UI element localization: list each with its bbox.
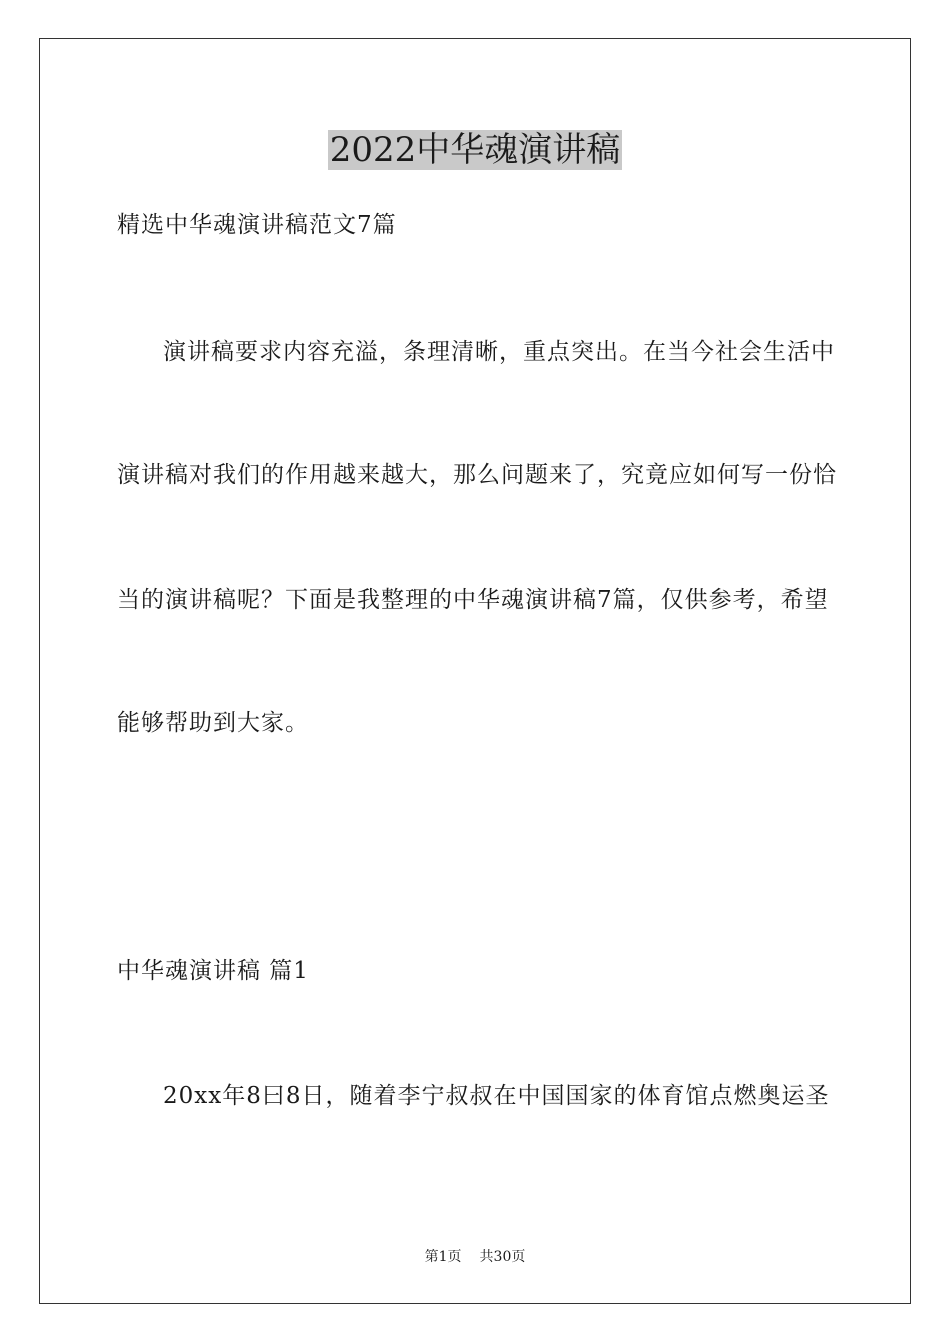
- intro-line-3: 当的演讲稿呢？下面是我整理的中华魂演讲稿7篇，仅供参考，希望: [117, 587, 829, 613]
- section-line-1: 20xx年8曰8日，随着李宁叔叔在中国国家的体育馆点燃奥运圣: [163, 1083, 830, 1109]
- intro-line-2: 演讲稿对我们的作用越来越大，那么问题来了，究竟应如何写一份恰: [117, 462, 837, 488]
- document-title: [0, 128, 950, 172]
- page-number: 第1页: [424, 1249, 462, 1265]
- intro-line-4: 能够帮助到大家。: [117, 710, 309, 736]
- page-total: 共30页: [479, 1249, 526, 1265]
- document-subtitle: 精选中华魂演讲稿范文7篇: [117, 212, 397, 238]
- page-footer: [0, 1248, 950, 1266]
- section-heading: 中华魂演讲稿 篇1: [117, 958, 309, 984]
- document-title-text: 2022中华魂演讲稿: [329, 130, 621, 170]
- intro-line-1: 演讲稿要求内容充溢，条理清晰，重点突出。在当今社会生活中: [163, 339, 835, 365]
